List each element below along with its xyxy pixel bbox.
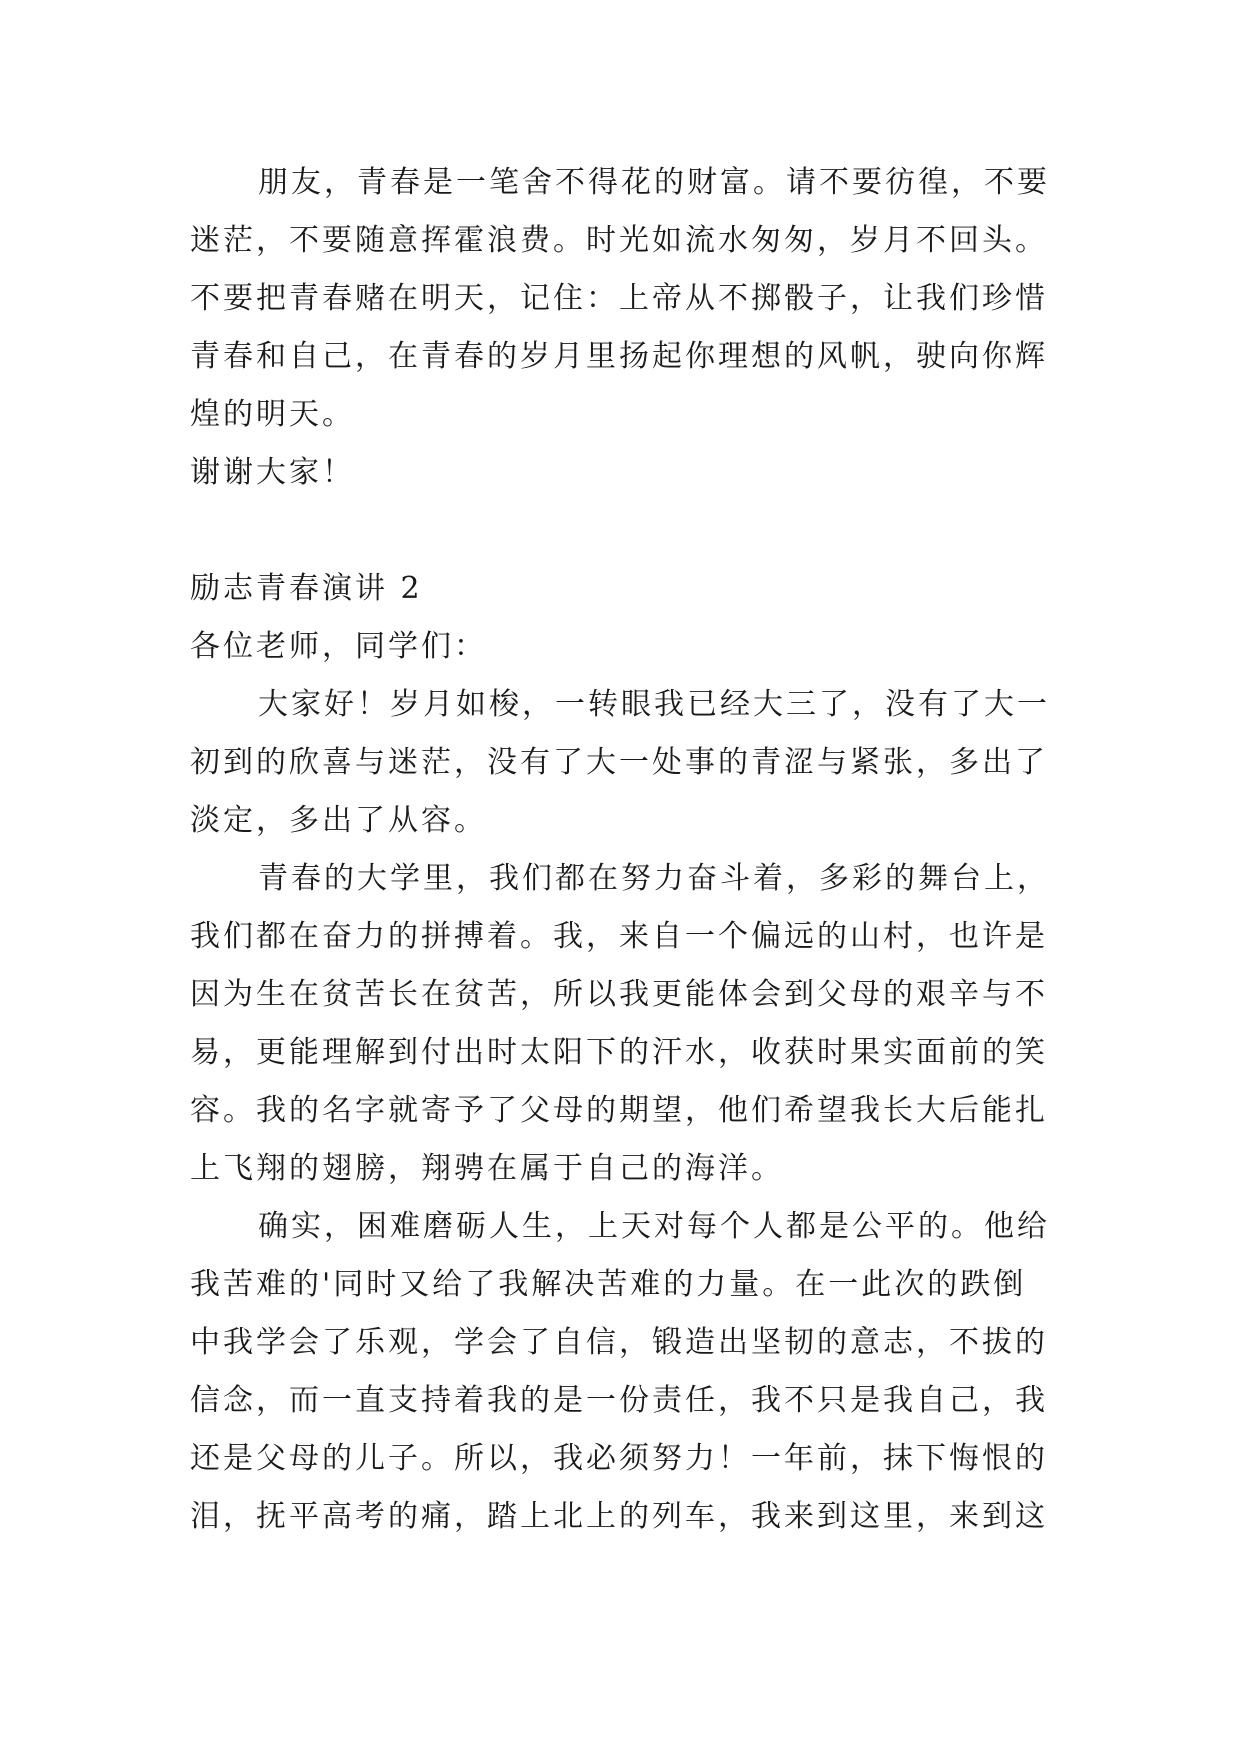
text-line: 迷茫，不要随意挥霍浪费。时光如流水匆匆，岁月不回头。 [190, 223, 1048, 258]
text-line: 淡定，多出了从容。 [190, 803, 487, 838]
text-line: 我苦难的'同时又给了我解决苦难的力量。在一此次的跌倒 [190, 1267, 1027, 1302]
text-line: 信念，而一直支持着我的是一份责任，我不只是我自己，我 [190, 1383, 1048, 1418]
text-line: 容。我的名字就寄予了父母的期望，他们希望我长大后能扎 [190, 1093, 1048, 1128]
text-line: 确实，困难磨砺人生，上天对每个人都是公平的。他给 [258, 1209, 1050, 1244]
text-line: 泪，抚平高考的痛，踏上北上的列车，我来到这里，来到这 [190, 1499, 1048, 1534]
text-line: 大家好！岁月如梭，一转眼我已经大三了，没有了大一 [258, 687, 1050, 722]
salutation: 各位老师，同学们： [190, 629, 487, 664]
text-line: 青春和自己，在青春的岁月里扬起你理想的风帆，驶向你辉 [190, 339, 1048, 374]
text-line: 我们都在奋力的拼搏着。我，来自一个偏远的山村，也许是 [190, 919, 1048, 954]
text-line: 谢谢大家！ [190, 455, 355, 490]
text-line: 中我学会了乐观，学会了自信，锻造出坚韧的意志，不拔的 [190, 1325, 1048, 1360]
text-line: 易，更能理解到付出时太阳下的汗水，收获时果实面前的笑 [190, 1035, 1048, 1070]
section-title: 励志青春演讲 2 [190, 571, 423, 606]
text-line: 朋友，青春是一笔舍不得花的财富。请不要彷徨，不要 [258, 165, 1050, 200]
text-line: 不要把青春赌在明天，记住：上帝从不掷骰子，让我们珍惜 [190, 281, 1048, 316]
text-line: 上飞翔的翅膀，翔骋在属于自己的海洋。 [190, 1151, 784, 1186]
text-line: 青春的大学里，我们都在努力奋斗着，多彩的舞台上， [258, 861, 1050, 896]
text-line: 还是父母的儿子。所以，我必须努力！一年前，抹下悔恨的 [190, 1441, 1048, 1476]
text-line: 煌的明天。 [190, 397, 355, 432]
text-line: 初到的欣喜与迷茫，没有了大一处事的青涩与紧张，多出了 [190, 745, 1048, 780]
text-line: 因为生在贫苦长在贫苦，所以我更能体会到父母的艰辛与不 [190, 977, 1048, 1012]
